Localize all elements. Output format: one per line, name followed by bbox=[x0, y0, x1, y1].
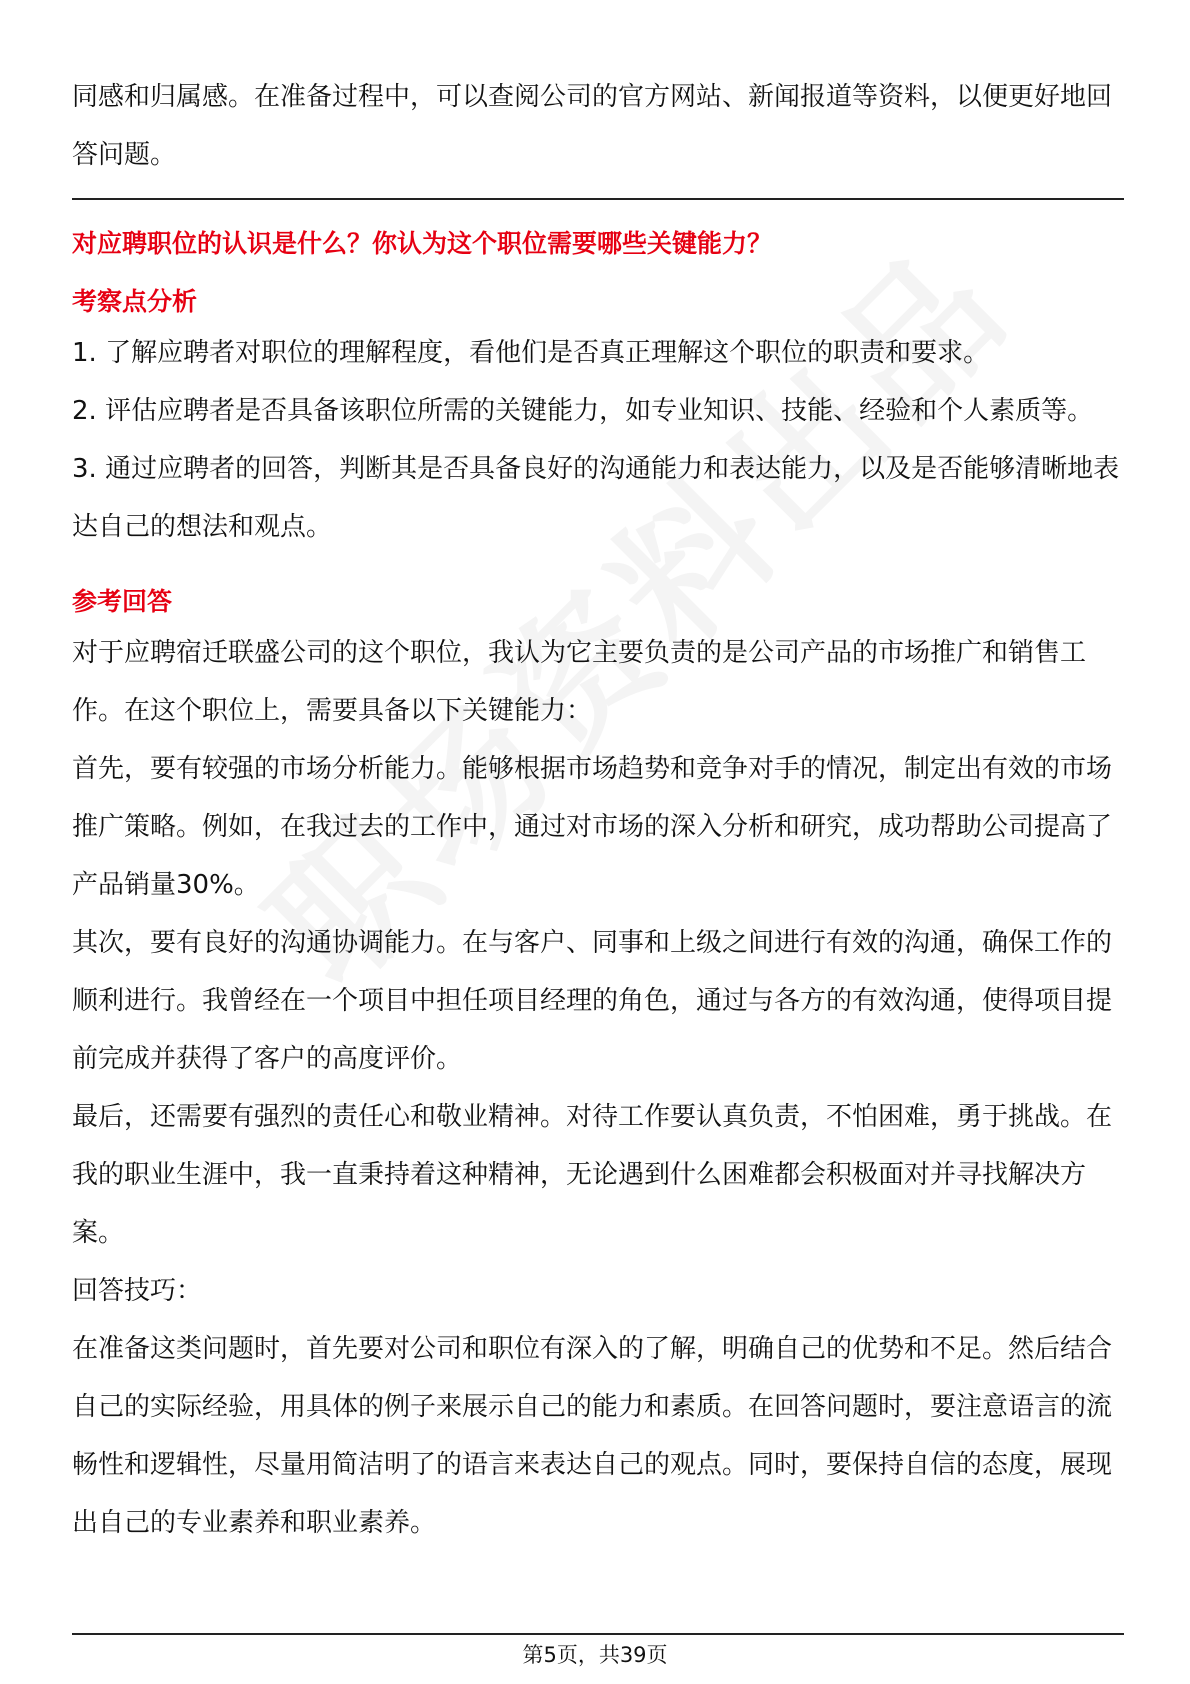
page-content bbox=[72, 68, 1124, 1552]
answer-paragraph: 最后，还需要有强烈的责任心和敬业精神。对待工作要认真负责，不怕困难，勇于挑战。在我的职业生涯中，我一直秉持着这种精神，无论遇到什么困难都会积极面对并寻找解决方案。 bbox=[72, 1102, 1113, 1248]
answer-paragraph: 其次，要有良好的沟通协调能力。在与客户、同事和上级之间进行有效的沟通，确保工作的顺利进行。我曾经在一个项目中担任项目经理的角色，通过与各方的有效沟通，使得项目提前完成并获得了客户的高度评价。 bbox=[72, 928, 1113, 1074]
analysis-point: 1. 了解应聘者对职位的理解程度，看他们是否真正理解这个职位的职责和要求。 bbox=[72, 338, 990, 368]
question-title: 对应聘职位的认识是什么？你认为这个职位需要哪些关键能力？ bbox=[72, 229, 773, 258]
page-number: 第5页，共39页 bbox=[522, 1643, 668, 1667]
tips-heading: 回答技巧： bbox=[72, 1276, 203, 1306]
tips-paragraph: 在准备这类问题时，首先要对公司和职位有深入的了解，明确自己的优势和不足。然后结合自己的实际经验，用具体的例子来展示自己的能力和素质。在回答问题时，要注意语言的流畅性和逻辑性，尽量用简洁明了的语言来表达自己的观点。同时，要保持自信的态度，展现出自己的专业素养和职业素养。 bbox=[72, 1334, 1113, 1538]
answer-heading: 参考回答 bbox=[72, 587, 173, 616]
intro-paragraph: 同感和归属感。在准备过程中，可以查阅公司的官方网站、新闻报道等资料，以便更好地回答问题。 bbox=[72, 82, 1113, 170]
analysis-point: 3. 通过应聘者的回答，判断其是否具备良好的沟通能力和表达能力，以及是否能够清晰地表达自己的想法和观点。 bbox=[72, 454, 1120, 542]
analysis-point: 2. 评估应聘者是否具备该职位所需的关键能力，如专业知识、技能、经验和个人素质等。 bbox=[72, 396, 1094, 426]
answer-paragraph: 首先，要有较强的市场分析能力。能够根据市场趋势和竞争对手的情况，制定出有效的市场推广策略。例如，在我过去的工作中，通过对市场的深入分析和研究，成功帮助公司提高了产品销量30%。 bbox=[72, 754, 1113, 900]
analysis-heading: 考察点分析 bbox=[72, 287, 198, 316]
answer-paragraph: 对于应聘宿迁联盛公司的这个职位，我认为它主要负责的是公司产品的市场推广和销售工作。在这个职位上，需要具备以下关键能力： bbox=[72, 638, 1087, 726]
footer-divider bbox=[72, 1633, 1124, 1635]
section-divider bbox=[72, 198, 1124, 200]
